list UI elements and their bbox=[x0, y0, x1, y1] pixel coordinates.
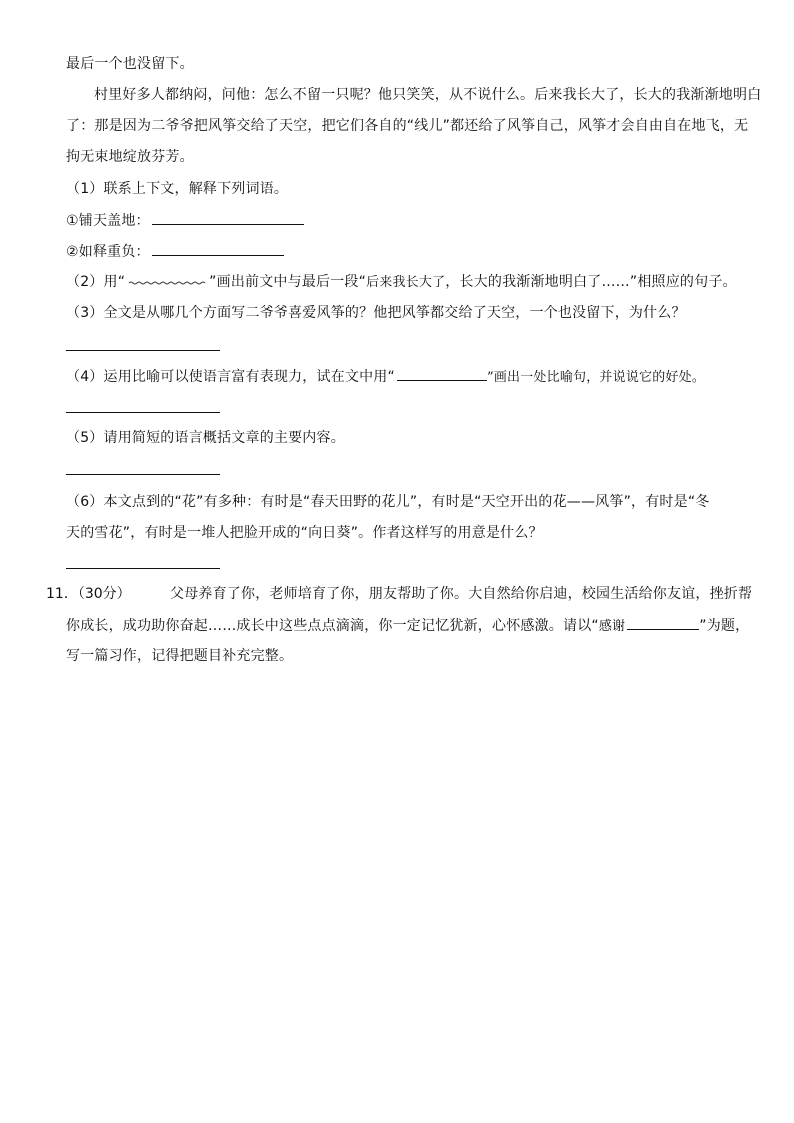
sub-question-6: 天的雪花”，有时是一堆人把脸开成的“向日葵”。作者这样写的用意是什么？ bbox=[66, 525, 543, 541]
quoted-text: 后来我长大了 bbox=[366, 275, 446, 290]
sub-question-4 bbox=[66, 364, 705, 388]
answer-line[interactable] bbox=[66, 474, 220, 475]
sub-question-2 bbox=[66, 270, 737, 294]
answer-line[interactable] bbox=[66, 568, 220, 569]
question-text: 你成长，成功助你奋起……成长中这些点点滴滴，你一定记忆犹新，心怀感激。请以“ bbox=[66, 618, 599, 634]
answer-line[interactable] bbox=[66, 350, 220, 351]
title-blank[interactable] bbox=[627, 613, 699, 630]
question-text: ”为题， bbox=[699, 618, 750, 634]
sub-question-6: （6）本文点到的“花”有多种：有时是“春天田野的花儿”，有时是“天空开出的花——风筝”，有时是“冬 bbox=[66, 494, 710, 510]
essay-prompt bbox=[66, 613, 749, 637]
essay-prompt: 父母养育了你，老师培育了你，朋友帮助了你。大自然给你启迪，校园生活给你友谊，挫折帮 bbox=[170, 586, 753, 602]
term-label: ①铺天盖地： bbox=[66, 213, 150, 229]
sub-question-1: （1）联系上下文，解释下列词语。 bbox=[66, 181, 289, 197]
essay-prompt: 写一篇习作，记得把题目补充完整。 bbox=[66, 648, 294, 664]
sub-question-5: （5）请用简短的语言概括文章的主要内容。 bbox=[66, 430, 345, 446]
essay-title-word: 感谢 bbox=[598, 619, 626, 634]
passage-line: 拘无束地绽放芬芳。 bbox=[66, 149, 194, 165]
sub-question-1a bbox=[66, 208, 304, 232]
answer-blank[interactable] bbox=[152, 208, 304, 225]
question-number: 11．（30分） bbox=[46, 586, 131, 602]
passage-line: 最后一个也没留下。 bbox=[66, 56, 194, 72]
sub-question-3: （3）全文是从哪几个方面写二爷爷喜爱风筝的？他把风筝都交给了天空，一个也没留下，为什么？ bbox=[66, 305, 686, 321]
answer-line[interactable] bbox=[66, 412, 220, 413]
question-text: （2）用“ bbox=[66, 274, 126, 290]
question-text: ”画出一处比喻句，并说说它的好处。 bbox=[486, 370, 706, 385]
question-text: ”画出前文中与最后一段“ bbox=[209, 274, 367, 290]
answer-blank[interactable] bbox=[152, 239, 284, 256]
sub-question-1b bbox=[66, 239, 284, 263]
passage-line: 村里好多人都纳闷，问他：怎么不留一只呢？他只笑笑，从不说什么。后来我长大了，长大的我渐渐地明白 bbox=[94, 87, 762, 103]
straight-underline-sample bbox=[397, 364, 487, 381]
wavy-underline-icon bbox=[127, 272, 207, 286]
question-text: ，长大的我渐渐地明白了……”相照应的句子。 bbox=[445, 274, 737, 290]
term-label: ②如释重负： bbox=[66, 244, 150, 260]
question-text: （4）运用比喻可以使语言富有表现力，试在文中用“ bbox=[66, 369, 395, 385]
passage-line: 了：那是因为二爷爷把风筝交给了天空，把它们各自的“线儿”都还给了风筝自己，风筝才会自由自在地飞，无 bbox=[66, 118, 749, 134]
